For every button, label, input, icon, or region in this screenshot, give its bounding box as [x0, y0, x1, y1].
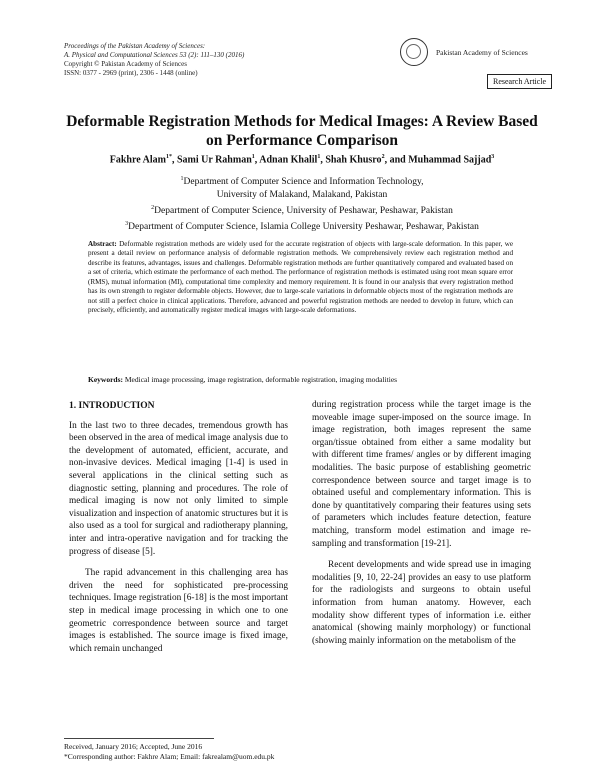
journal-volume: A. Physical and Computational Sciences 53 (2): 111–130 (2016)	[64, 51, 245, 59]
affil-text: Department of Computer Science and Information Technology,	[183, 177, 424, 188]
affiliation-1	[62, 173, 542, 189]
author-separator: , and	[384, 154, 409, 166]
author-name: Muhammad Sajjad	[408, 154, 492, 166]
right-column	[312, 399, 531, 647]
left-column	[69, 400, 288, 655]
author-affil-mark: 3	[491, 154, 495, 160]
keywords	[88, 375, 513, 384]
affiliation-1-cont: University of Malakand, Malakand, Pakistan	[216, 190, 388, 201]
author-separator: ,	[171, 154, 177, 166]
affil-mark: 1	[180, 176, 184, 182]
received-dates: Received, January 2016; Accepted, June 2016	[64, 742, 203, 751]
keywords-label: Keywords:	[88, 375, 123, 384]
paragraph: Recent developments and wide spread use in imaging modalities [9, 10, 22-24] provides an easy to use platform for the radiologists and surgeons to obtain useful information from human anatomy. However, each modality show different types of information i.e. either anatomical (showing mainly morphology) or functional (showing mainly information on the metabolism of the	[312, 560, 531, 646]
society-logo-block	[400, 38, 528, 66]
corresponding-author: *Corresponding author: Fakhre Alam; Email: fakrealam@uom.edu.pk	[64, 752, 275, 761]
affiliation-2	[62, 202, 542, 218]
author-name: Shah Khusro	[325, 154, 382, 166]
journal-name: Proceedings of the Pakistan Academy of Sciences:	[64, 42, 206, 50]
footnote	[64, 742, 274, 762]
affil-mark: 3	[125, 221, 129, 228]
copyright: Copyright © Pakistan Academy of Sciences	[64, 60, 187, 68]
keywords-text: Medical image processing, image registration, deformable registration, imaging modalities	[124, 375, 398, 384]
article-type-badge: Research Article	[487, 74, 552, 89]
affiliation-3	[62, 218, 542, 234]
paragraph: during registration process while the target image is the moveable image super-imposed on the source image. In image registration, both images represent the same organ/tissue obtained from either a same modality but with different time frames/ angles or by different imaging modalities. The basic purpose of establishing geometric correspondence between source and target image is to obtained useful and complementary information. This is done by quantitatively comparing their features using sets of parameters which includes feature detection, feature matching, transform model estimation and image re-sampling and transformation [19-21].	[312, 400, 531, 549]
section-heading: 1. INTRODUCTION	[69, 401, 155, 411]
author-separator: ,	[254, 154, 260, 166]
paragraph: The rapid advancement in this challenging area has driven the need for sophisticated pre-processing techniques. Image registration [6-18] is the most important step in medical image processing in which one to one geometric correspondence between source and target images is established. The source image is fixed image, which remain unchanged	[69, 568, 288, 654]
author-affil-mark: 1	[317, 154, 321, 160]
affil-mark: 2	[151, 205, 155, 212]
issn: ISSN: 0377 - 2969 (print), 2306 - 1448 (online)	[64, 69, 198, 77]
author-affil-mark: 2	[381, 154, 385, 160]
academy-seal-icon	[400, 38, 428, 66]
abstract-text: Deformable registration methods are widely used for the accurate registration of objects with large-scale deformation. In this paper, we present a detail review on performance analysis of deformable registration methods. We comprehensively review each registration method and describe its features, advantages, issues and challenges. Deformable registration methods are further quantitatively compared and evaluated based on a set of criteria, which estimate the performance of each method. The performance of registration methods is estimated using root mean square error (RMS), mutual information (MI), computational time complexity and memory requirement. It is found in our analysis that every registration method has its own strength to register deformable objects. However, due to large-scale variations in deformable objects most of the registration methods are not still a perfect choice in clinical applications. Therefore, advanced and powerful registration methods are needed to develop in future, which can precisely, efficiently, and automatically register medical images with large-scale deformations.	[88, 240, 514, 315]
author-name: Adnan Khalil	[259, 154, 318, 166]
affil-text: Department of Computer Science, Islamia College University Peshawar, Peshawar, Pakistan	[128, 222, 479, 233]
author-name: Sami Ur Rahman	[176, 154, 252, 166]
author-name: Fakhre Alam	[109, 154, 166, 166]
footnote-divider	[64, 738, 214, 739]
abstract-label: Abstract:	[88, 240, 117, 248]
affil-text: Department of Computer Science, University of Peshawar, Peshawar, Pakistan	[154, 206, 453, 217]
paragraph: In the last two to three decades, tremendous growth has been observed in the area of medical image analysis due to the development of automated, efficient, accurate, and non-invasive devices. Medical imaging [1-4] is used in several applications in the clinical setting such as diagnostic setting, planning and procedures. The role of medical imaging is now not only limited to simple visualization and inspection of anatomic structures but it is also used as a tool for surgical and radiotherapy planning, inter and intra-operative navigation and for tracking the progress of disease [5].	[69, 420, 288, 557]
abstract	[88, 240, 513, 316]
paper-title: Deformable Registration Methods for Medical Images: A Review Based on Performance Comparison	[66, 113, 538, 149]
author-affil-mark: 1*	[165, 154, 172, 160]
author-affil-mark: 1	[251, 154, 255, 160]
author-list	[62, 154, 542, 165]
journal-info	[64, 42, 244, 78]
society-name: Pakistan Academy of Sciences	[436, 47, 528, 57]
affiliations	[62, 173, 542, 234]
author-separator: ,	[320, 154, 326, 166]
